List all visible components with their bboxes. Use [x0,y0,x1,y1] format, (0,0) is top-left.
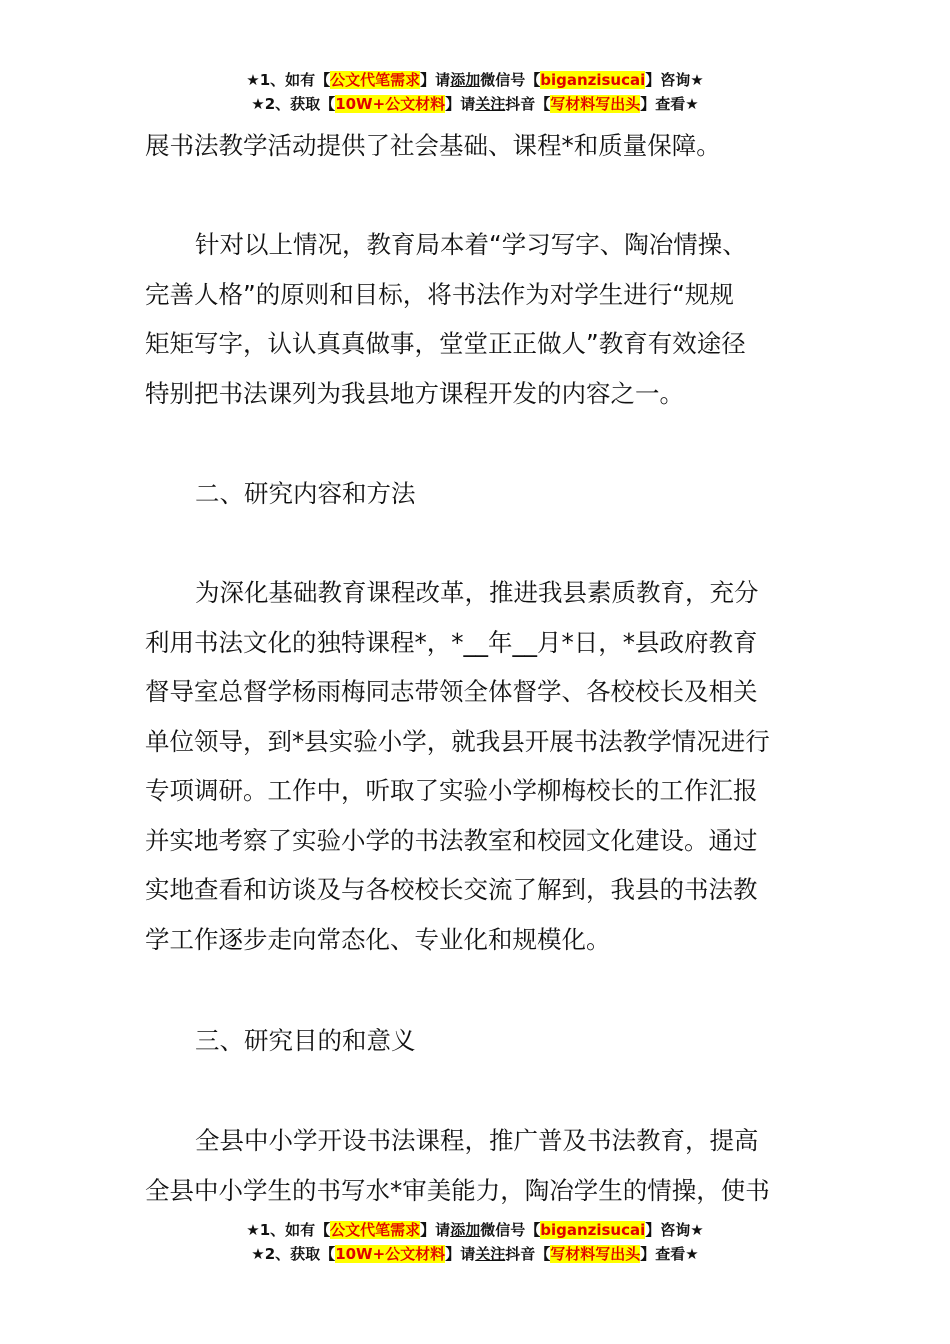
heading-text: 二、研究内容和方法 [195,479,416,508]
section-heading-2 [145,469,810,519]
paragraph-purpose [145,1116,810,1215]
footer-line-1-suffix: 】咨询★ [645,1221,704,1239]
paragraph-2 [145,568,810,964]
heading-text: 三、研究目的和意义 [195,1026,416,1055]
header-line-1-text-2: 微信号【 [480,71,541,89]
header-highlight-douyin: 写材料写出头 [550,95,641,113]
paragraph-continuation [145,121,810,171]
section-heading-2-wrapper [145,469,810,519]
header-banner [0,68,950,116]
header-line-2-text-2: 抖音【 [505,95,551,113]
footer-line-2-text: 】请 [445,1245,476,1263]
footer-line-1 [0,1218,950,1242]
text-line: 单位领导，到*县实验小学，就我县开展书法教学情况进行 [145,726,770,756]
text-line: 专项调研。工作中，听取了实验小学柳梅校长的工作汇报 [145,776,758,805]
text-line: 矩矩写字，认认真真做事，堂堂正正做人”教育有效途径 [145,329,746,358]
text-line: 为深化基础教育课程改革，推进我县素质教育，充分 [195,578,759,607]
text-line: 并实地考察了实验小学的书法教室和校园文化建设。通过 [145,825,758,855]
paragraph-1 [145,220,810,418]
footer-line-1-text-2: 微信号【 [480,1221,541,1239]
header-highlight-wechat: biganzisucai [540,71,646,89]
header-underline-add: 添加 [450,71,481,89]
text-line: 全县中小学开设书法课程，推广普及书法教育，提高 [195,1126,759,1155]
header-line-2-text: 】请 [445,95,476,113]
header-line-1-text: 】请 [420,71,451,89]
header-highlight-service: 公文代笔需求 [330,71,421,89]
text-line: 特别把书法课列为我县地方课程开发的内容之一。 [145,378,684,408]
footer-line-2-text-2: 抖音【 [505,1245,551,1263]
footer-highlight-douyin: 写材料写出头 [550,1245,641,1263]
header-underline-follow: 关注 [475,95,506,113]
text-line: 督导室总督学杨雨梅同志带领全体督学、各校校长及相关 [145,677,758,706]
header-line-2-suffix: 】查看★ [640,95,699,113]
text-line: 学工作逐步走向常态化、专业化和规模化。 [145,924,611,954]
header-line-1-suffix: 】咨询★ [645,71,704,89]
header-line-1 [0,68,950,92]
footer-underline-follow: 关注 [475,1245,506,1263]
header-line-2 [0,92,950,116]
footer-highlight-service: 公文代笔需求 [330,1221,421,1239]
footer-line-1-prefix: ★1、如有【 [246,1221,331,1239]
text-line: 全县中小学生的书写水*审美能力，陶冶学生的情操，使书 [145,1175,770,1205]
header-line-1-prefix: ★1、如有【 [246,71,331,89]
footer-underline-add: 添加 [450,1221,481,1239]
footer-highlight-wechat: biganzisucai [540,1221,646,1239]
section-heading-3-wrapper [145,1016,810,1066]
paragraph-background [145,220,810,418]
footer-highlight-materials: 10W+公文材料 [335,1245,446,1263]
section-heading-3 [145,1016,810,1066]
footer-line-2 [0,1242,950,1266]
text-line: 完善人格”的原则和目标，将书法作为对学生进行“规规 [145,279,734,309]
footer-line-1-text: 】请 [420,1221,451,1239]
footer-line-2-prefix: ★2、获取【 [251,1245,336,1263]
footer-banner [0,1218,950,1266]
document-body [145,121,810,171]
header-line-2-prefix: ★2、获取【 [251,95,336,113]
footer-line-2-suffix: 】查看★ [640,1245,699,1263]
text-line: 利用书法文化的独特课程*，*__年__月*日，*县政府教育 [145,627,758,657]
text-line: 展书法教学活动提供了社会基础、课程*和质量保障。 [145,131,721,160]
paragraph-methods [145,568,810,964]
text-line: 针对以上情况，教育局本着“学习写字、陶冶情操、 [195,230,747,259]
text-line: 实地查看和访谈及与各校校长交流了解到，我县的书法教 [145,875,758,904]
header-highlight-materials: 10W+公文材料 [335,95,446,113]
paragraph-3 [145,1116,810,1215]
